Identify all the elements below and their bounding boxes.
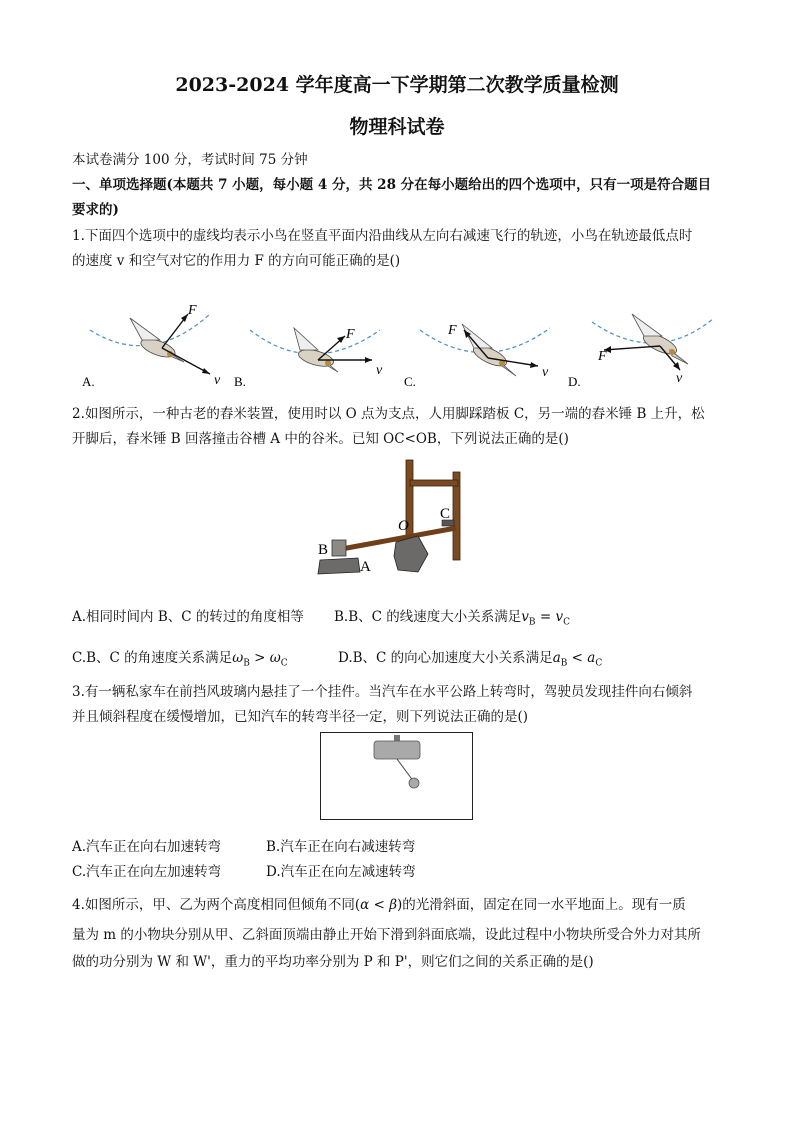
- q1-stem-line1: 1.下面四个选项中的虚线均表示小鸟在竖直平面内沿曲线从左向右减速飞行的轨迹，小鸟在轨迹最低点时: [72, 228, 693, 244]
- bird-figure-b: [230, 300, 390, 390]
- exam-title: 2023-2024 学年度高一下学期第二次教学质量检测: [175, 74, 619, 96]
- q1-figures: [60, 300, 740, 392]
- bird-figure-a: [70, 300, 220, 390]
- vector-v-label: v: [214, 373, 221, 388]
- rice-pounder-figure: [314, 458, 474, 578]
- q4-stem-line1: 4.如图所示，甲、乙为两个高度相同但倾角不同(α < β)的光滑斜面，固定在同一水平地面上。现有一质: [72, 897, 686, 913]
- bird-figure-c: [400, 300, 560, 390]
- option-c-label: C.: [404, 374, 416, 389]
- bird-figure-d: [564, 300, 724, 390]
- vector-f-label: F: [448, 323, 457, 338]
- q2-stem-line2: 开脚后，舂米锤 B 回落撞击谷槽 A 中的谷米。已知 OC<OB，下列说法正确的是(): [72, 431, 569, 447]
- q2-option-b: B.B、C 的线速度大小关系满足$v_B = v_C$: [334, 609, 570, 628]
- q2-option-d: D.B、C 的向心加速度大小关系满足$a_B < a_C$: [338, 650, 603, 669]
- q2-stem-line1: 2.如图所示，一种古老的舂米装置，使用时以 O 点为支点，人用脚踩踏板 C，另一端的舂米锤 B 上升，松: [72, 406, 705, 422]
- bird-icon: [632, 314, 688, 364]
- bird-icon: [462, 324, 516, 376]
- vector-v-label: v: [676, 371, 683, 386]
- q3-option-b: B.汽车正在向右减速转弯: [266, 839, 416, 855]
- q2-option-a: A.相同时间内 B、C 的转过的角度相等: [72, 609, 304, 625]
- exam-intro: 本试卷满分 100 分，考试时间 75 分钟: [72, 152, 308, 168]
- q4-stem-line3: 做的功分别为 W 和 W'，重力的平均功率分别为 P 和 P'，则它们之间的关系正确的是(): [72, 954, 594, 970]
- bird-icon: [294, 328, 338, 372]
- q3-option-c: C.汽车正在向左加速转弯: [72, 864, 222, 880]
- q1-stem-line2: 的速度 v 和空气对它的作用力 F 的方向可能正确的是(): [72, 253, 401, 269]
- exam-subtitle: 物理科试卷: [349, 116, 445, 138]
- q3-stem-line2: 并且倾斜程度在缓慢增加，已知汽车的转弯半径一定，则下列说法正确的是(): [72, 709, 529, 725]
- q3-stem-line1: 3.有一辆私家车在前挡风玻璃内悬挂了一个挂件。当汽车在水平公路上转弯时，驾驶员发现挂件向右倾斜: [72, 684, 693, 700]
- option-d-label: D.: [568, 374, 581, 389]
- q2-option-c: C.B、C 的角速度关系满足$\omega_B > \omega_C$: [72, 650, 288, 669]
- point-o-label: O: [398, 518, 409, 534]
- point-b-label: B: [318, 542, 329, 558]
- q3-option-d: D.汽车正在向左减速转弯: [266, 864, 416, 880]
- option-a-label: A.: [82, 374, 95, 389]
- point-a-label: A: [360, 559, 371, 575]
- point-c-label: C: [440, 506, 451, 522]
- vector-f-label: F: [346, 327, 355, 342]
- vector-f-label: F: [598, 349, 607, 364]
- windshield-pendant-figure: [320, 732, 474, 822]
- vector-v-label: v: [376, 363, 383, 378]
- section-heading: 一、单项选择题(本题共 7 小题，每小题 4 分，共 28 分在每小题给出的四个选项中，只有一项是符合题目: [72, 177, 712, 193]
- vector-f-label: F: [188, 303, 197, 318]
- section-heading-cont: 要求的): [72, 202, 119, 218]
- vector-v-label: v: [542, 365, 549, 380]
- q3-option-a: A.汽车正在向右加速转弯: [72, 839, 222, 855]
- option-b-label: B.: [234, 374, 246, 389]
- q4-stem-line2: 量为 m 的小物块分别从甲、乙斜面顶端由静止开始下滑到斜面底端，设此过程中小物块所受合外力对其所: [72, 927, 701, 943]
